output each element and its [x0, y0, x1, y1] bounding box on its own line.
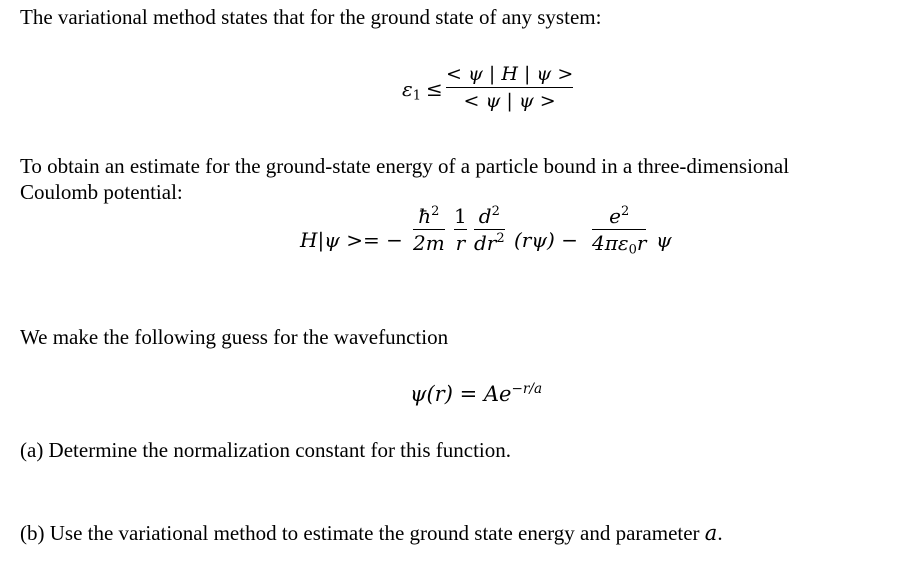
second-derivative-fraction: $d^2$ $dr^2$ — [474, 204, 505, 255]
wavefunction-equation: $\psi(r) = Ae^{-r/a}$ — [410, 380, 543, 406]
expectation-denominator: < ψ | ψ > — [463, 90, 556, 112]
hamiltonian-lhs: H|ψ >= − — [300, 228, 403, 252]
expectation-numerator: < ψ | H | ψ > — [446, 63, 574, 85]
part-a-text: (a) Determine the normalization constant for this function. — [20, 438, 512, 462]
hamiltonian-middle: (rψ) − — [514, 228, 578, 252]
hamiltonian-tail: ψ — [656, 228, 672, 252]
obtain-text-line2: Coulomb potential: — [20, 180, 183, 204]
obtain-text-line1: To obtain an estimate for the ground-state energy of a particle bound in a three-dimensional — [20, 154, 790, 178]
expectation-fraction — [446, 63, 573, 112]
less-equal-symbol: ≤ — [426, 77, 443, 101]
fraction-bar — [446, 87, 573, 88]
coulomb-fraction: $e^2$ $4\pi\varepsilon_0r$ — [592, 204, 647, 258]
part-b-text: (b) Use the variational method to estimate the ground state energy and parameter a. — [20, 521, 723, 545]
parameter-a-symbol: a — [704, 521, 718, 545]
intro-text: The variational method states that for the ground state of any system: — [20, 5, 602, 29]
hbar-fraction: $ħ^2$ 2m — [413, 204, 445, 255]
guess-text: We make the following guess for the wavefunction — [20, 325, 449, 349]
one-over-r-fraction: 1 r — [454, 204, 467, 255]
epsilon-symbol: $\varepsilon_1$ — [402, 77, 422, 104]
